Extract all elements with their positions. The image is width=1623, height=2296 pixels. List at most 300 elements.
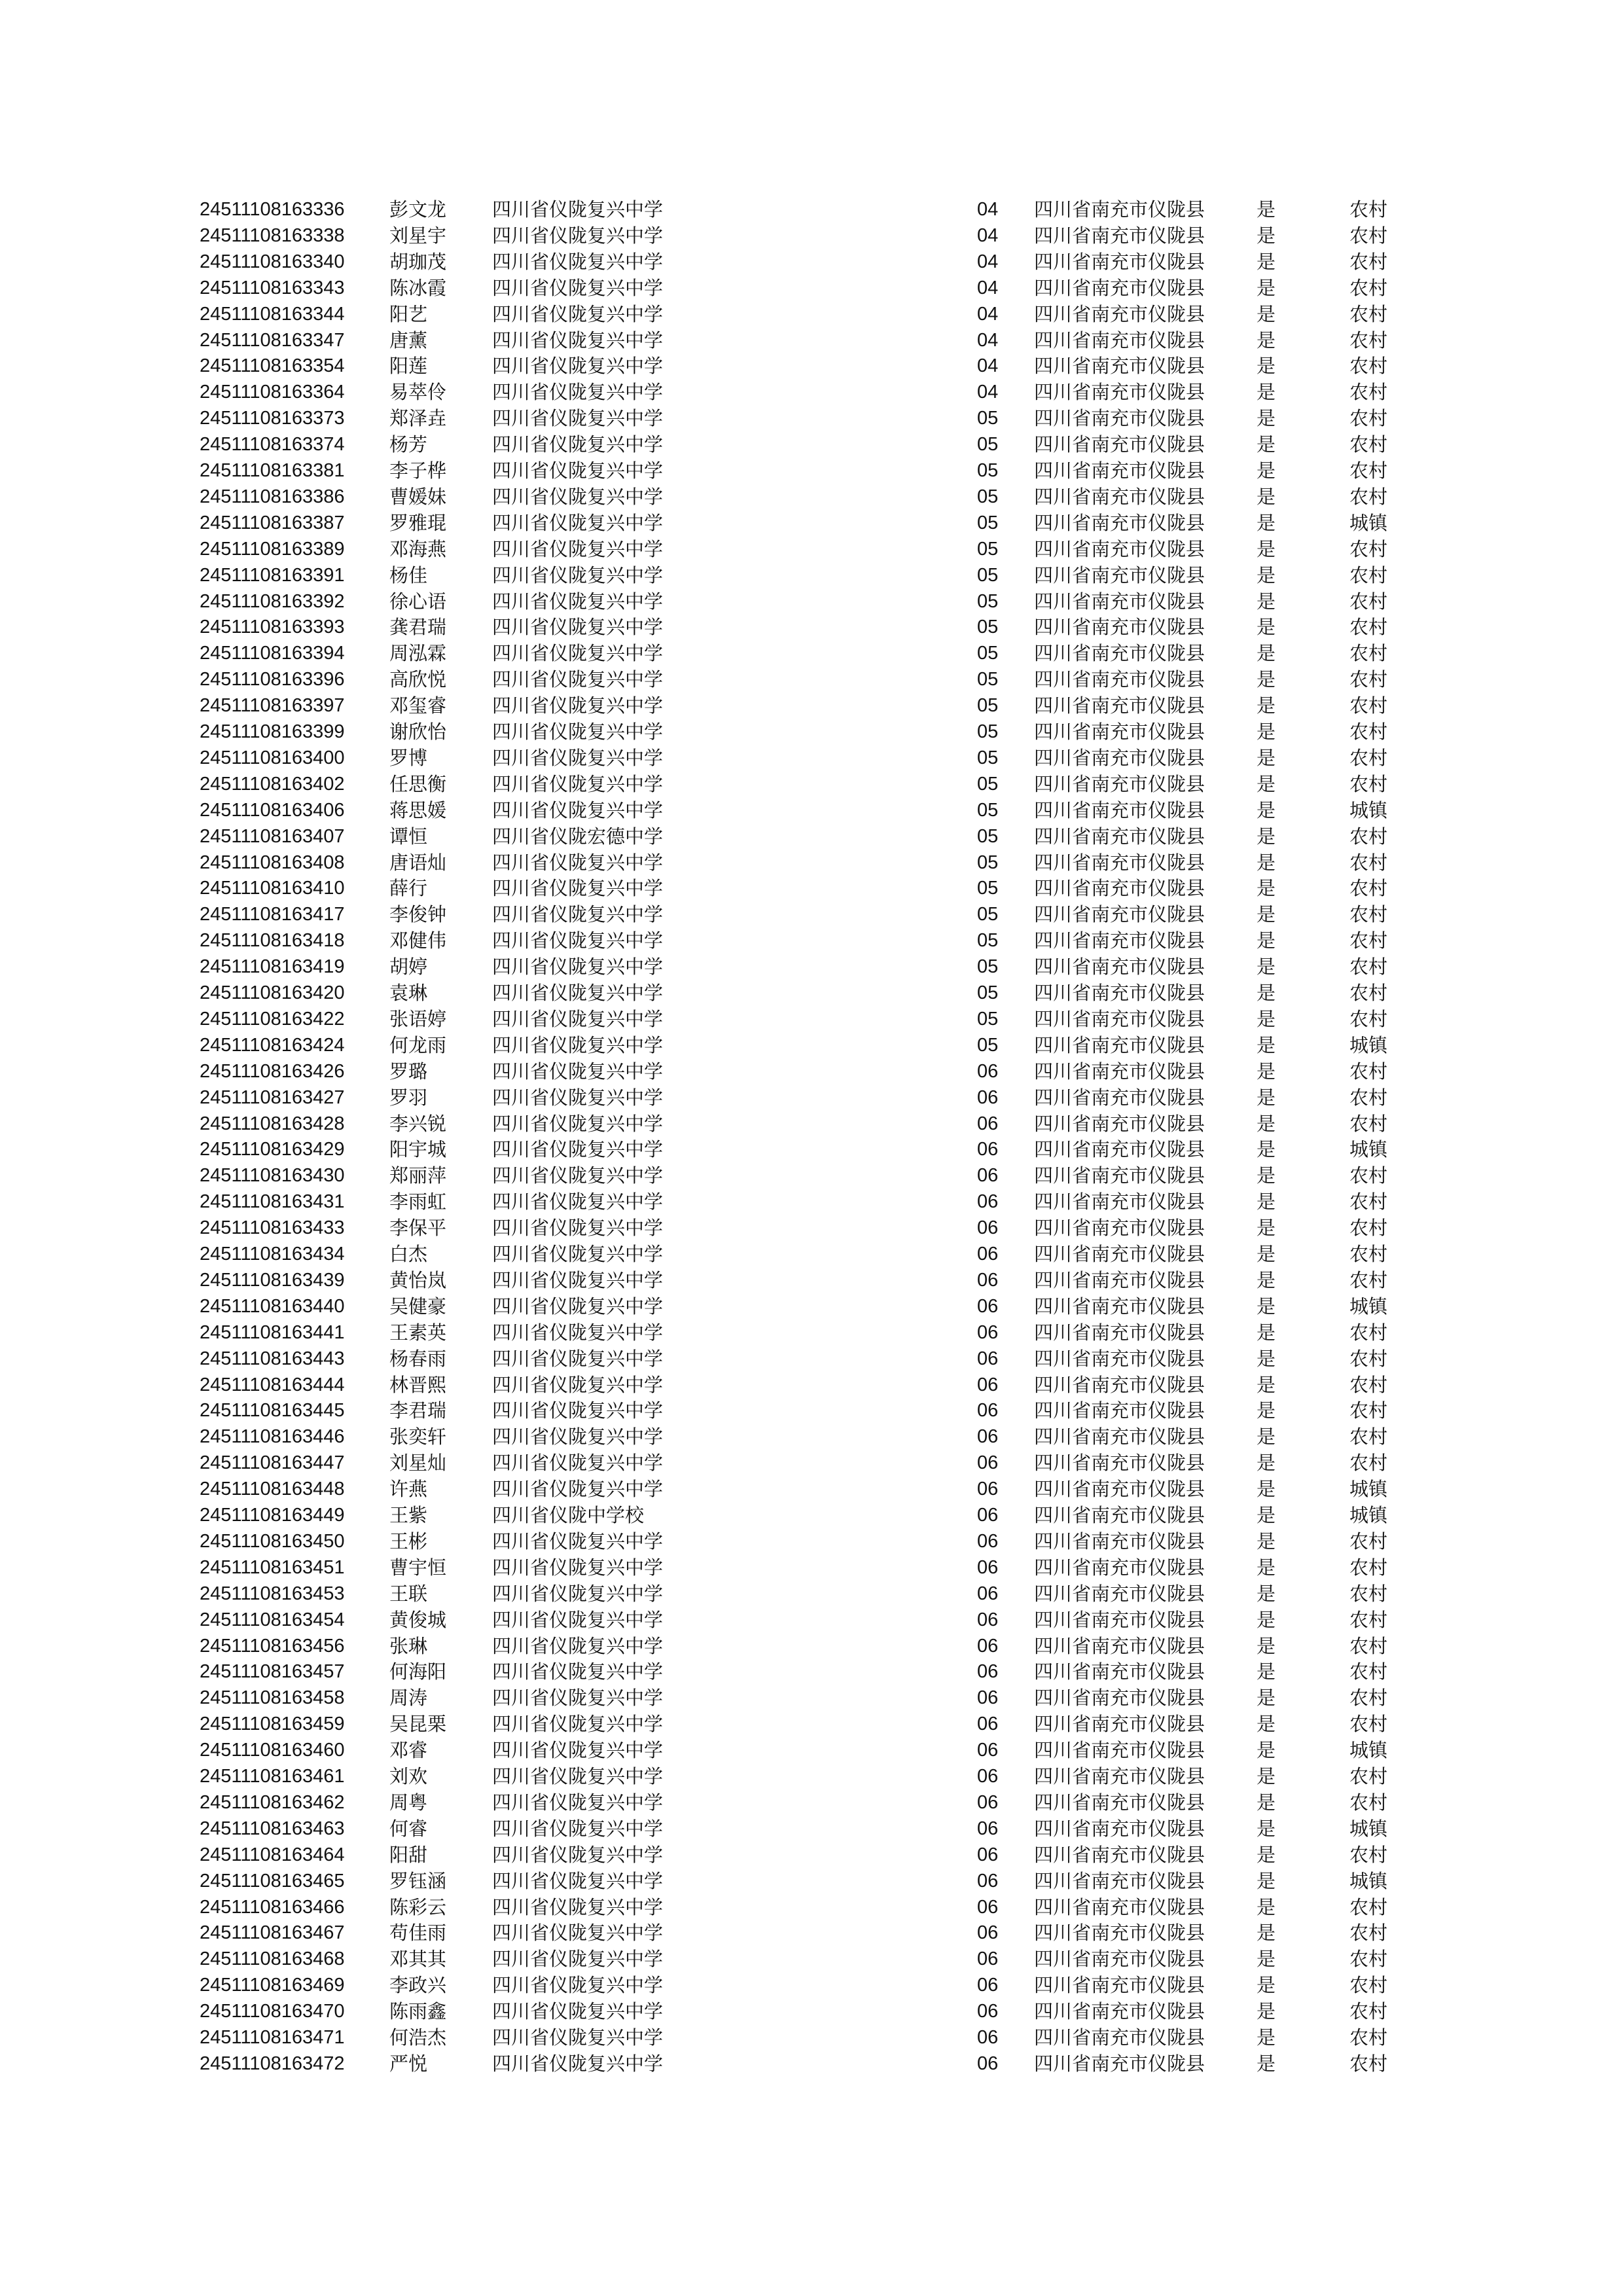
cell-school: 四川省仪陇复兴中学 xyxy=(492,1582,664,1605)
cell-name: 罗钰涵 xyxy=(389,1869,447,1892)
cell-id: 24511108163408 xyxy=(200,852,345,873)
table-row xyxy=(0,875,1623,901)
cell-school: 四川省仪陇复兴中学 xyxy=(492,537,664,560)
cell-id: 24511108163336 xyxy=(200,199,345,220)
cell-region: 四川省南充市仪陇县 xyxy=(1034,1530,1205,1552)
cell-flag: 是 xyxy=(1257,1426,1276,1448)
cell-flag: 是 xyxy=(1257,2000,1276,2023)
cell-school: 四川省仪陇复兴中学 xyxy=(492,1321,664,1344)
cell-name: 王紫 xyxy=(389,1504,428,1526)
cell-type: 农村 xyxy=(1349,1895,1388,1918)
cell-name: 唐薰 xyxy=(389,329,428,351)
cell-region: 四川省南充市仪陇县 xyxy=(1034,903,1205,926)
cell-flag: 是 xyxy=(1257,721,1276,743)
cell-school: 四川省仪陇复兴中学 xyxy=(492,1556,664,1579)
cell-region: 四川省南充市仪陇县 xyxy=(1034,1791,1205,1814)
cell-type: 农村 xyxy=(1349,1765,1388,1787)
cell-cls: 06 xyxy=(977,1165,999,1187)
cell-cls: 06 xyxy=(977,1086,999,1108)
table-row xyxy=(0,249,1623,275)
cell-flag: 是 xyxy=(1257,1556,1276,1579)
cell-cls: 06 xyxy=(977,1870,999,1892)
cell-type: 农村 xyxy=(1349,433,1388,456)
cell-school: 四川省仪陇复兴中学 xyxy=(492,1660,664,1683)
cell-id: 24511108163424 xyxy=(200,1034,345,1056)
cell-type: 农村 xyxy=(1349,1843,1388,1866)
cell-school: 四川省仪陇复兴中学 xyxy=(492,1895,664,1918)
cell-region: 四川省南充市仪陇县 xyxy=(1034,1373,1205,1396)
table-row xyxy=(0,379,1623,405)
cell-type: 农村 xyxy=(1349,590,1388,613)
cell-type: 农村 xyxy=(1349,1582,1388,1605)
cell-flag: 是 xyxy=(1257,1033,1276,1056)
cell-region: 四川省南充市仪陇县 xyxy=(1034,982,1205,1004)
cell-cls: 05 xyxy=(977,747,999,768)
cell-flag: 是 xyxy=(1257,1634,1276,1657)
table-row xyxy=(0,457,1623,484)
table-row xyxy=(0,797,1623,823)
cell-name: 阳莲 xyxy=(389,355,428,378)
table-row xyxy=(0,1554,1623,1581)
cell-type: 农村 xyxy=(1349,1164,1388,1187)
table-row xyxy=(0,2051,1623,2077)
cell-type: 农村 xyxy=(1349,1556,1388,1579)
cell-flag: 是 xyxy=(1257,1478,1276,1501)
cell-flag: 是 xyxy=(1257,407,1276,430)
cell-name: 胡婷 xyxy=(389,956,428,978)
table-row xyxy=(0,1162,1623,1189)
cell-cls: 06 xyxy=(977,1844,999,1865)
cell-cls: 06 xyxy=(977,1452,999,1474)
cell-name: 邓健伟 xyxy=(389,929,447,952)
cell-flag: 是 xyxy=(1257,1869,1276,1892)
cell-type: 农村 xyxy=(1349,903,1388,926)
table-row xyxy=(0,1397,1623,1424)
cell-cls: 05 xyxy=(977,486,999,507)
table-row xyxy=(0,327,1623,353)
cell-cls: 06 xyxy=(977,1374,999,1395)
cell-flag: 是 xyxy=(1257,2052,1276,2075)
cell-cls: 04 xyxy=(977,224,999,246)
cell-name: 罗羽 xyxy=(389,1086,428,1109)
cell-name: 严悦 xyxy=(389,2052,428,2075)
cell-type: 城镇 xyxy=(1349,1138,1388,1161)
cell-type: 农村 xyxy=(1349,224,1388,247)
cell-flag: 是 xyxy=(1257,772,1276,795)
cell-type: 农村 xyxy=(1349,2000,1388,2023)
cell-type: 城镇 xyxy=(1349,1817,1388,1840)
cell-id: 24511108163471 xyxy=(200,2027,345,2048)
table-row xyxy=(0,1685,1623,1711)
cell-type: 农村 xyxy=(1349,250,1388,273)
cell-type: 农村 xyxy=(1349,381,1388,404)
table-row xyxy=(0,1424,1623,1450)
cell-id: 24511108163472 xyxy=(200,2053,345,2074)
cell-flag: 是 xyxy=(1257,1007,1276,1030)
table-row xyxy=(0,1842,1623,1868)
cell-region: 四川省南充市仪陇县 xyxy=(1034,668,1205,691)
cell-cls: 06 xyxy=(977,1269,999,1291)
cell-id: 24511108163464 xyxy=(200,1844,345,1865)
cell-type: 农村 xyxy=(1349,642,1388,665)
cell-cls: 06 xyxy=(977,1139,999,1160)
cell-id: 24511108163467 xyxy=(200,1922,345,1944)
cell-name: 李政兴 xyxy=(389,1974,447,1997)
cell-id: 24511108163394 xyxy=(200,643,345,664)
cell-region: 四川省南充市仪陇县 xyxy=(1034,1033,1205,1056)
cell-id: 24511108163470 xyxy=(200,2001,345,2022)
cell-id: 24511108163387 xyxy=(200,512,345,533)
cell-id: 24511108163462 xyxy=(200,1791,345,1813)
cell-type: 农村 xyxy=(1349,564,1388,586)
cell-name: 郑泽垚 xyxy=(389,407,447,430)
cell-type: 农村 xyxy=(1349,1530,1388,1552)
cell-name: 苟佳雨 xyxy=(389,1922,447,1945)
cell-school: 四川省仪陇宏德中学 xyxy=(492,825,664,848)
cell-name: 周粤 xyxy=(389,1791,428,1814)
cell-region: 四川省南充市仪陇县 xyxy=(1034,1948,1205,1971)
cell-cls: 06 xyxy=(977,1113,999,1134)
cell-cls: 06 xyxy=(977,1191,999,1213)
cell-type: 农村 xyxy=(1349,407,1388,430)
cell-type: 农村 xyxy=(1349,355,1388,378)
cell-id: 24511108163392 xyxy=(200,590,345,612)
cell-school: 四川省仪陇复兴中学 xyxy=(492,485,664,508)
cell-name: 李子桦 xyxy=(389,459,447,482)
cell-cls: 06 xyxy=(977,2053,999,2074)
cell-name: 阳宇城 xyxy=(389,1138,447,1161)
table-row xyxy=(0,640,1623,666)
cell-id: 24511108163430 xyxy=(200,1165,345,1187)
cell-cls: 06 xyxy=(977,1505,999,1526)
cell-type: 农村 xyxy=(1349,485,1388,508)
cell-flag: 是 xyxy=(1257,1295,1276,1318)
cell-flag: 是 xyxy=(1257,877,1276,900)
cell-cls: 06 xyxy=(977,1766,999,1787)
cell-region: 四川省南充市仪陇县 xyxy=(1034,1452,1205,1475)
cell-name: 阳甜 xyxy=(389,1843,428,1866)
cell-id: 24511108163441 xyxy=(200,1321,345,1343)
cell-name: 王素英 xyxy=(389,1321,447,1344)
cell-region: 四川省南充市仪陇县 xyxy=(1034,1217,1205,1240)
cell-type: 农村 xyxy=(1349,302,1388,325)
cell-flag: 是 xyxy=(1257,903,1276,926)
cell-cls: 06 xyxy=(977,1426,999,1448)
cell-cls: 04 xyxy=(977,382,999,403)
cell-flag: 是 xyxy=(1257,1895,1276,1918)
cell-cls: 04 xyxy=(977,355,999,377)
cell-flag: 是 xyxy=(1257,1373,1276,1396)
cell-id: 24511108163458 xyxy=(200,1687,345,1709)
cell-id: 24511108163422 xyxy=(200,1008,345,1030)
cell-region: 四川省南充市仪陇县 xyxy=(1034,1321,1205,1344)
cell-region: 四川省南充市仪陇县 xyxy=(1034,1007,1205,1030)
cell-region: 四川省南充市仪陇县 xyxy=(1034,877,1205,900)
table-row xyxy=(0,954,1623,980)
cell-name: 易萃伶 xyxy=(389,381,447,404)
cell-type: 农村 xyxy=(1349,1399,1388,1422)
cell-flag: 是 xyxy=(1257,1112,1276,1135)
cell-id: 24511108163393 xyxy=(200,617,345,638)
cell-school: 四川省仪陇复兴中学 xyxy=(492,772,664,795)
table-row xyxy=(0,562,1623,588)
cell-flag: 是 xyxy=(1257,1739,1276,1762)
cell-flag: 是 xyxy=(1257,1608,1276,1631)
cell-name: 罗璐 xyxy=(389,1060,428,1083)
cell-id: 24511108163427 xyxy=(200,1086,345,1108)
cell-school: 四川省仪陇复兴中学 xyxy=(492,982,664,1004)
cell-name: 刘星灿 xyxy=(389,1452,447,1475)
table-row xyxy=(0,1085,1623,1111)
table-row xyxy=(0,901,1623,927)
cell-id: 24511108163439 xyxy=(200,1269,345,1291)
cell-type: 农村 xyxy=(1349,329,1388,351)
cell-name: 邓海燕 xyxy=(389,537,447,560)
cell-name: 阳艺 xyxy=(389,302,428,325)
cell-id: 24511108163444 xyxy=(200,1374,345,1395)
cell-type: 城镇 xyxy=(1349,798,1388,821)
cell-cls: 05 xyxy=(977,930,999,952)
cell-type: 农村 xyxy=(1349,668,1388,691)
cell-school: 四川省仪陇复兴中学 xyxy=(492,1164,664,1187)
cell-school: 四川省仪陇复兴中学 xyxy=(492,250,664,273)
cell-school: 四川省仪陇复兴中学 xyxy=(492,721,664,743)
table-row xyxy=(0,1502,1623,1528)
cell-id: 24511108163354 xyxy=(200,355,345,377)
cell-name: 黄怡岚 xyxy=(389,1268,447,1291)
cell-cls: 05 xyxy=(977,538,999,560)
cell-school: 四川省仪陇复兴中学 xyxy=(492,1138,664,1161)
cell-flag: 是 xyxy=(1257,433,1276,456)
table-row xyxy=(0,484,1623,510)
cell-region: 四川省南充市仪陇县 xyxy=(1034,2026,1205,2049)
cell-flag: 是 xyxy=(1257,381,1276,404)
cell-school: 四川省仪陇复兴中学 xyxy=(492,1191,664,1213)
cell-school: 四川省仪陇复兴中学 xyxy=(492,1243,664,1265)
cell-cls: 05 xyxy=(977,617,999,638)
cell-type: 城镇 xyxy=(1349,1295,1388,1318)
cell-school: 四川省仪陇复兴中学 xyxy=(492,668,664,691)
cell-school: 四川省仪陇复兴中学 xyxy=(492,1922,664,1945)
table-row xyxy=(0,850,1623,876)
cell-name: 王联 xyxy=(389,1582,428,1605)
cell-region: 四川省南充市仪陇县 xyxy=(1034,1556,1205,1579)
cell-type: 农村 xyxy=(1349,772,1388,795)
cell-cls: 05 xyxy=(977,512,999,533)
cell-name: 龚君瑞 xyxy=(389,616,447,639)
cell-flag: 是 xyxy=(1257,1660,1276,1683)
cell-flag: 是 xyxy=(1257,1452,1276,1475)
table-row xyxy=(0,1241,1623,1267)
cell-name: 郑丽萍 xyxy=(389,1164,447,1187)
cell-id: 24511108163450 xyxy=(200,1530,345,1552)
table-row xyxy=(0,771,1623,797)
table-row xyxy=(0,1006,1623,1032)
cell-cls: 06 xyxy=(977,1556,999,1578)
cell-region: 四川省南充市仪陇县 xyxy=(1034,1634,1205,1657)
table-row xyxy=(0,1032,1623,1058)
cell-type: 农村 xyxy=(1349,1713,1388,1736)
table-row xyxy=(0,1659,1623,1685)
cell-school: 四川省仪陇复兴中学 xyxy=(492,642,664,665)
cell-flag: 是 xyxy=(1257,1530,1276,1552)
cell-id: 24511108163347 xyxy=(200,329,345,351)
cell-school: 四川省仪陇复兴中学 xyxy=(492,956,664,978)
cell-region: 四川省南充市仪陇县 xyxy=(1034,825,1205,848)
cell-name: 何睿 xyxy=(389,1817,428,1840)
cell-region: 四川省南充市仪陇县 xyxy=(1034,851,1205,874)
cell-region: 四川省南充市仪陇县 xyxy=(1034,459,1205,482)
cell-flag: 是 xyxy=(1257,1243,1276,1265)
cell-name: 何龙雨 xyxy=(389,1033,447,1056)
cell-id: 24511108163410 xyxy=(200,878,345,899)
cell-school: 四川省仪陇复兴中学 xyxy=(492,1948,664,1971)
table-row xyxy=(0,431,1623,457)
cell-flag: 是 xyxy=(1257,798,1276,821)
cell-name: 邓睿 xyxy=(389,1739,428,1762)
cell-type: 农村 xyxy=(1349,1608,1388,1631)
cell-school: 四川省仪陇复兴中学 xyxy=(492,798,664,821)
table-row xyxy=(0,223,1623,249)
table-row xyxy=(0,1998,1623,2024)
cell-id: 24511108163374 xyxy=(200,434,345,456)
cell-type: 农村 xyxy=(1349,877,1388,900)
cell-region: 四川省南充市仪陇县 xyxy=(1034,1817,1205,1840)
cell-flag: 是 xyxy=(1257,1321,1276,1344)
cell-name: 陈冰霞 xyxy=(389,276,447,299)
table-row xyxy=(0,980,1623,1006)
cell-type: 农村 xyxy=(1349,1060,1388,1083)
table-row xyxy=(0,1111,1623,1137)
cell-region: 四川省南充市仪陇县 xyxy=(1034,250,1205,273)
cell-name: 杨芳 xyxy=(389,433,428,456)
cell-cls: 04 xyxy=(977,329,999,351)
cell-type: 农村 xyxy=(1349,1086,1388,1109)
cell-id: 24511108163461 xyxy=(200,1766,345,1787)
cell-flag: 是 xyxy=(1257,1086,1276,1109)
cell-flag: 是 xyxy=(1257,1765,1276,1787)
cell-school: 四川省仪陇复兴中学 xyxy=(492,1399,664,1422)
cell-region: 四川省南充市仪陇县 xyxy=(1034,694,1205,717)
cell-region: 四川省南充市仪陇县 xyxy=(1034,198,1205,221)
cell-id: 24511108163460 xyxy=(200,1740,345,1761)
cell-school: 四川省仪陇复兴中学 xyxy=(492,746,664,769)
cell-name: 白杰 xyxy=(389,1243,428,1265)
cell-type: 农村 xyxy=(1349,459,1388,482)
table-row xyxy=(0,823,1623,850)
cell-school: 四川省仪陇中学校 xyxy=(492,1504,645,1526)
cell-flag: 是 xyxy=(1257,1217,1276,1240)
table-row xyxy=(0,1372,1623,1398)
cell-type: 农村 xyxy=(1349,1948,1388,1971)
cell-flag: 是 xyxy=(1257,1138,1276,1161)
cell-id: 24511108163418 xyxy=(200,930,345,952)
cell-region: 四川省南充市仪陇县 xyxy=(1034,956,1205,978)
table-row xyxy=(0,1476,1623,1502)
cell-id: 24511108163397 xyxy=(200,695,345,717)
table-row xyxy=(0,745,1623,771)
cell-id: 24511108163466 xyxy=(200,1896,345,1918)
cell-region: 四川省南充市仪陇县 xyxy=(1034,746,1205,769)
cell-school: 四川省仪陇复兴中学 xyxy=(492,511,664,534)
table-row xyxy=(0,2024,1623,2051)
table-row xyxy=(0,1789,1623,1816)
table-row xyxy=(0,1920,1623,1946)
cell-cls: 06 xyxy=(977,1635,999,1657)
cell-name: 林晋熙 xyxy=(389,1373,447,1396)
cell-flag: 是 xyxy=(1257,2026,1276,2049)
cell-cls: 05 xyxy=(977,956,999,978)
cell-type: 城镇 xyxy=(1349,511,1388,534)
cell-type: 农村 xyxy=(1349,1112,1388,1135)
cell-flag: 是 xyxy=(1257,198,1276,221)
cell-id: 24511108163433 xyxy=(200,1217,345,1239)
cell-cls: 04 xyxy=(977,199,999,220)
table-row xyxy=(0,1450,1623,1476)
cell-flag: 是 xyxy=(1257,1974,1276,1997)
cell-name: 吴昆栗 xyxy=(389,1713,447,1736)
cell-type: 农村 xyxy=(1349,616,1388,639)
cell-name: 许燕 xyxy=(389,1478,428,1501)
table-row xyxy=(0,1763,1623,1789)
cell-cls: 05 xyxy=(977,1034,999,1056)
table-row xyxy=(0,666,1623,692)
cell-cls: 05 xyxy=(977,564,999,586)
table-row xyxy=(0,301,1623,327)
cell-school: 四川省仪陇复兴中学 xyxy=(492,1634,664,1657)
cell-school: 四川省仪陇复兴中学 xyxy=(492,903,664,926)
cell-name: 唐语灿 xyxy=(389,851,447,874)
cell-cls: 05 xyxy=(977,799,999,821)
cell-type: 农村 xyxy=(1349,1660,1388,1683)
cell-school: 四川省仪陇复兴中学 xyxy=(492,1739,664,1762)
cell-flag: 是 xyxy=(1257,459,1276,482)
cell-type: 农村 xyxy=(1349,1321,1388,1344)
table-row xyxy=(0,1711,1623,1737)
table-row xyxy=(0,196,1623,223)
cell-region: 四川省南充市仪陇县 xyxy=(1034,1660,1205,1683)
cell-region: 四川省南充市仪陇县 xyxy=(1034,329,1205,351)
cell-cls: 06 xyxy=(977,1060,999,1082)
cell-name: 吴健豪 xyxy=(389,1295,447,1318)
cell-region: 四川省南充市仪陇县 xyxy=(1034,1739,1205,1762)
cell-region: 四川省南充市仪陇县 xyxy=(1034,511,1205,534)
cell-school: 四川省仪陇复兴中学 xyxy=(492,1426,664,1448)
cell-school: 四川省仪陇复兴中学 xyxy=(492,694,664,717)
cell-flag: 是 xyxy=(1257,694,1276,717)
cell-school: 四川省仪陇复兴中学 xyxy=(492,1217,664,1240)
table-row xyxy=(0,1058,1623,1085)
cell-type: 农村 xyxy=(1349,1347,1388,1370)
cell-cls: 06 xyxy=(977,1661,999,1683)
cell-region: 四川省南充市仪陇县 xyxy=(1034,1086,1205,1109)
cell-name: 谭恒 xyxy=(389,825,428,848)
cell-name: 李俊钟 xyxy=(389,903,447,926)
cell-id: 24511108163344 xyxy=(200,303,345,325)
cell-cls: 05 xyxy=(977,1008,999,1030)
cell-id: 24511108163465 xyxy=(200,1870,345,1892)
cell-flag: 是 xyxy=(1257,1347,1276,1370)
cell-cls: 05 xyxy=(977,878,999,899)
table-row xyxy=(0,1607,1623,1633)
cell-school: 四川省仪陇复兴中学 xyxy=(492,1608,664,1631)
cell-cls: 06 xyxy=(977,1975,999,1996)
cell-flag: 是 xyxy=(1257,642,1276,665)
cell-school: 四川省仪陇复兴中学 xyxy=(492,1687,664,1710)
cell-cls: 06 xyxy=(977,1896,999,1918)
cell-type: 农村 xyxy=(1349,721,1388,743)
cell-school: 四川省仪陇复兴中学 xyxy=(492,1452,664,1475)
